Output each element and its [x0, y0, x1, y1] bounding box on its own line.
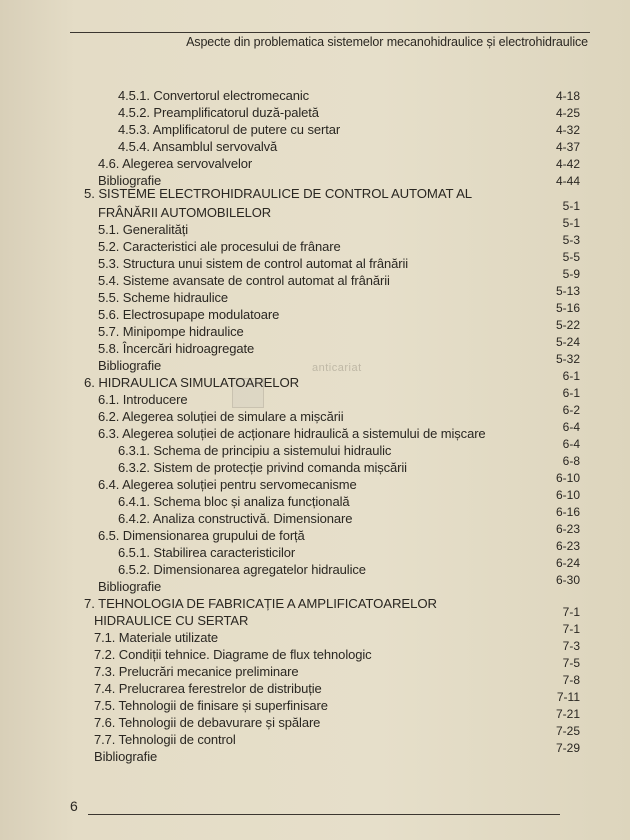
toc-entry-title: 6.1. Introducere	[98, 392, 188, 407]
toc-entry-title: 4.5.1. Convertorul electromecanic	[118, 88, 310, 103]
toc-entry-title: FRÂNĂRII AUTOMOBILELOR	[98, 205, 272, 220]
toc-entry-title: 7.4. Prelucrarea ferestrelor de distribuție	[94, 681, 322, 696]
toc-entry-title: 7.1. Materiale utilizate	[94, 630, 219, 645]
page-footer	[70, 790, 590, 820]
toc-entry-title: 7.2. Condiții tehnice. Diagrame de flux tehnologic	[94, 647, 372, 662]
toc-entry-page: 6-23	[555, 522, 580, 536]
toc-entry-page: 7-29	[555, 741, 580, 755]
toc-entry-page: 4-44	[555, 174, 580, 188]
toc-entry-page: 6-4	[562, 437, 580, 451]
watermark-text: anticariat	[312, 362, 362, 374]
toc-entry-page: 6-16	[555, 505, 580, 519]
toc-entry-page: 5-32	[555, 352, 580, 366]
toc-entry-page: 4-42	[555, 157, 580, 171]
header-title: Aspecte din problematica sistemelor mecanohidraulice și electrohidraulice	[186, 35, 588, 49]
toc-entry-title: 6.4.1. Schema bloc și analiza funcțională	[118, 494, 350, 509]
toc-entry-page: 7-1	[562, 622, 580, 636]
toc-entry-title: 6.4.2. Analiza constructivă. Dimensionare	[118, 511, 353, 526]
toc-entry-title: 6. HIDRAULICA SIMULATOARELOR	[84, 375, 300, 390]
toc-entry-page: 4-37	[555, 140, 580, 154]
toc-entry-title: Bibliografie	[98, 358, 162, 373]
toc-entry-title: 5.1. Generalități	[98, 222, 189, 237]
toc-entry-page: 6-8	[562, 454, 580, 468]
toc-entry-page: 5-1	[562, 216, 580, 230]
toc-entry-title: Bibliografie	[94, 749, 158, 764]
toc-entry-page: 4-18	[555, 89, 580, 103]
toc-entry-title: 4.5.4. Ansamblul servovalvă	[118, 139, 278, 154]
toc-entry-page: 7-1	[562, 605, 580, 619]
toc-entry-title: 4.5.2. Preamplificatorul duză-paletă	[118, 105, 319, 120]
toc-entry-title: Bibliografie	[98, 173, 162, 188]
toc-entry-title: 5. SISTEME ELECTROHIDRAULICE DE CONTROL AUTOMAT AL	[84, 186, 473, 201]
toc-entry-page: 5-13	[555, 284, 580, 298]
page-number: 6	[70, 798, 78, 814]
toc-entry-title: 6.3.1. Schema de principiu a sistemului hidraulic	[118, 443, 392, 458]
toc-entry-title: 7. TEHNOLOGIA DE FABRICAȚIE A AMPLIFICATOARELOR	[84, 596, 437, 611]
toc-entry-page: 6-24	[555, 556, 580, 570]
toc-entry-title: 6.5. Dimensionarea grupului de forță	[98, 528, 305, 543]
toc-entry-page: 5-1	[562, 199, 580, 213]
toc-entry-title: 5.2. Caracteristici ale procesului de frânare	[98, 239, 341, 254]
toc-entry-title: 5.3. Structura unui sistem de control automat al frânării	[98, 256, 409, 271]
toc-entry-page: 6-2	[562, 403, 580, 417]
toc-entry-title: 6.5.2. Dimensionarea agregatelor hidraulice	[118, 562, 366, 577]
toc-entry-title: 5.7. Minipompe hidraulice	[98, 324, 244, 339]
toc-entry-title: Bibliografie	[98, 579, 162, 594]
toc-entry-page: 7-11	[556, 690, 580, 704]
toc-entry-page: 6-10	[555, 471, 580, 485]
toc-entry-page: 6-10	[555, 488, 580, 502]
toc-entry-title: 5.4. Sisteme avansate de control automat al frânării	[98, 273, 390, 288]
toc-entry-page: 5-24	[555, 335, 580, 349]
toc-entry-page: 7-3	[562, 639, 580, 653]
toc-entry-title: 5.6. Electrosupape modulatoare	[98, 307, 280, 322]
toc-entry-title: 5.8. Încercări hidroagregate	[98, 341, 255, 356]
toc-entry-page: 4-25	[555, 106, 580, 120]
toc-entry-title: 7.3. Prelucrări mecanice preliminare	[94, 664, 299, 679]
toc-entry-title: 4.5.3. Amplificatorul de putere cu sertar	[118, 122, 341, 137]
toc-entry-page: 6-23	[555, 539, 580, 553]
toc-entry-page: 7-8	[562, 673, 580, 687]
toc-entry-page: 6-1	[562, 386, 580, 400]
toc-entry-page: 5-3	[562, 233, 580, 247]
toc-entry-page: 5-9	[562, 267, 580, 281]
toc-entry-title: 4.6. Alegerea servovalvelor	[98, 156, 253, 171]
toc-entry-title: 6.5.1. Stabilirea caracteristicilor	[118, 545, 296, 560]
toc-entry-title: HIDRAULICE CU SERTAR	[94, 613, 249, 628]
toc-entry-page: 6-1	[562, 369, 580, 383]
toc-entry-title: 6.2. Alegerea soluției de simulare a mișcării	[98, 409, 344, 424]
toc-entry-page: 7-5	[562, 656, 580, 670]
toc-entry-title: 7.6. Tehnologii de debavurare și spălare	[94, 715, 321, 730]
toc-entry-page: 6-4	[562, 420, 580, 434]
toc-entry-title: 7.5. Tehnologii de finisare și superfinisare	[94, 698, 328, 713]
toc-entry-title: 7.7. Tehnologii de control	[94, 732, 236, 747]
toc-entry-title: 6.3. Alegerea soluției de acționare hidraulică a sistemului de mișcare	[98, 426, 486, 441]
toc-entry-title: 6.4. Alegerea soluției pentru servomecanisme	[98, 477, 357, 492]
toc-entry-page: 7-25	[555, 724, 580, 738]
toc-entry-page: 6-30	[555, 573, 580, 587]
toc-entry-page: 7-21	[555, 707, 580, 721]
toc-entry-title: 6.3.2. Sistem de protecție privind comanda mișcării	[118, 460, 407, 475]
toc-entry-page: 5-22	[555, 318, 580, 332]
toc-entry-title: 5.5. Scheme hidraulice	[98, 290, 229, 305]
toc-entry-page: 5-16	[555, 301, 580, 315]
toc-entry-page: 4-32	[555, 123, 580, 137]
footer-rule	[88, 814, 560, 815]
toc-entry-page: 5-5	[562, 250, 580, 264]
